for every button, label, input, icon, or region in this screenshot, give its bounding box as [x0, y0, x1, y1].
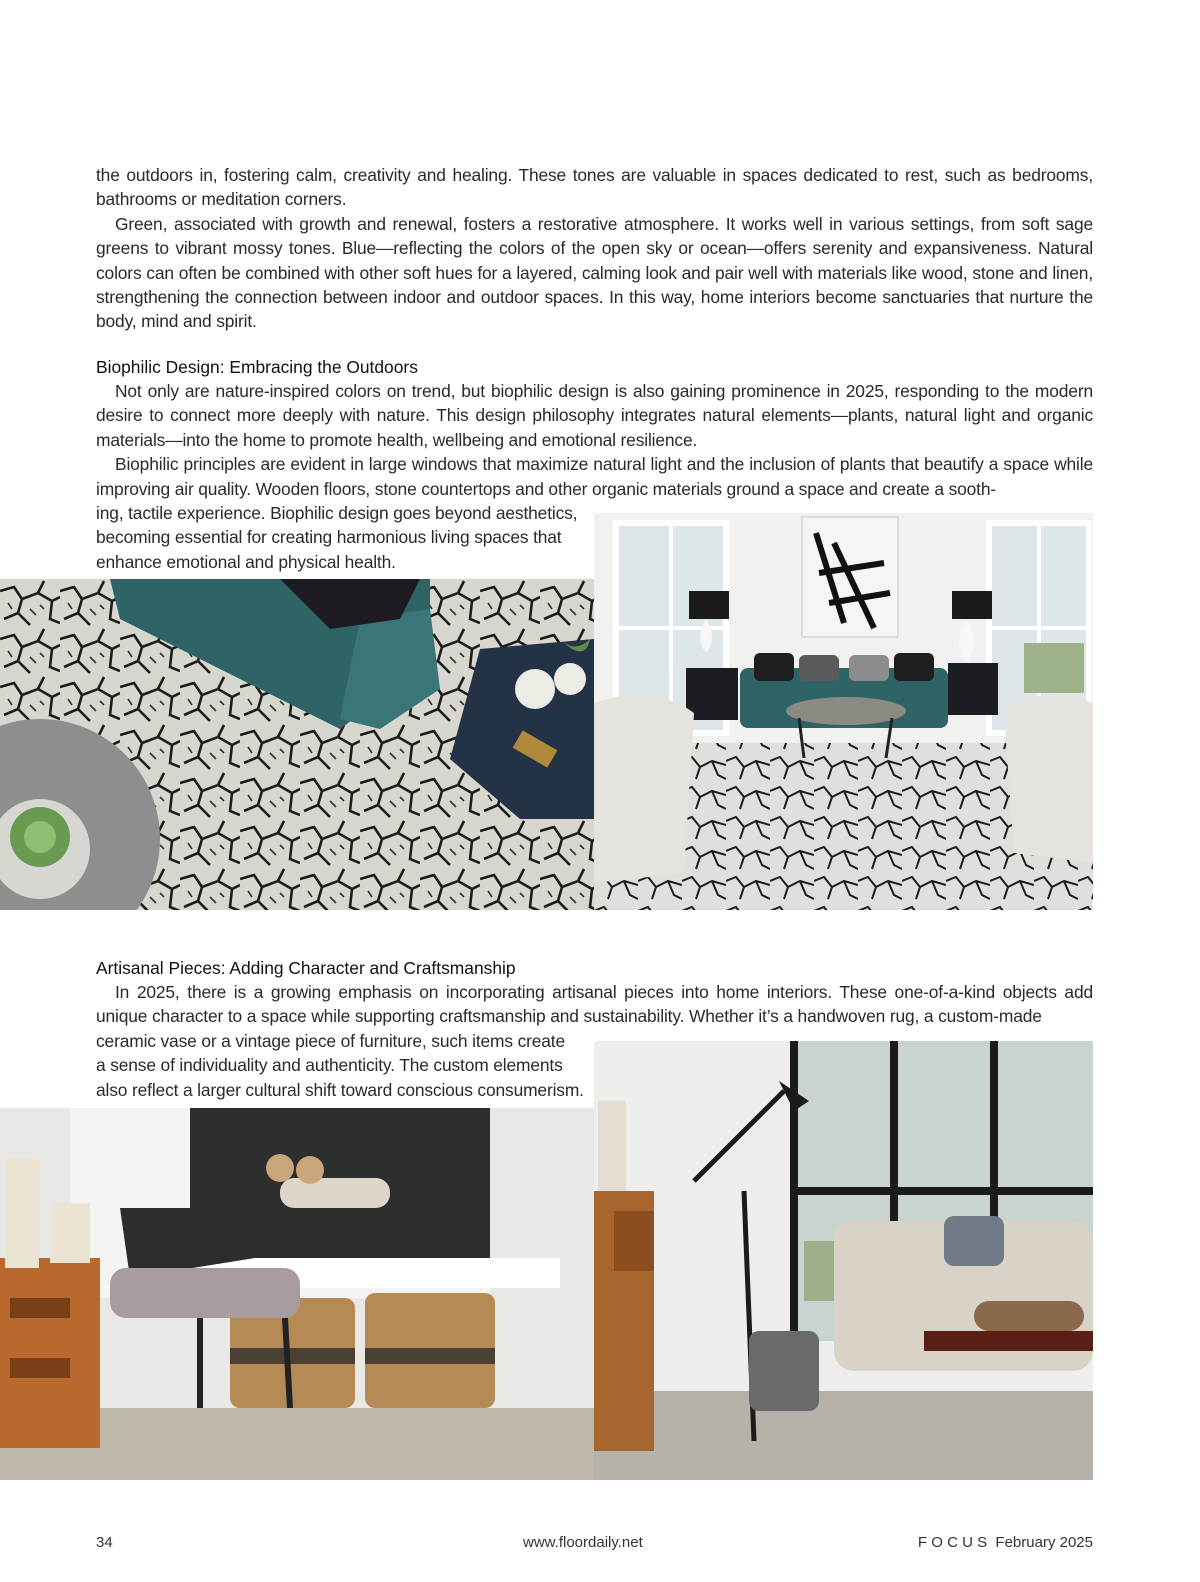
artisanal-text	[96, 980, 1093, 1029]
intro-text	[96, 163, 1093, 334]
biophilic-heading: Biophilic Design: Embracing the Outdoors	[96, 357, 418, 377]
biophilic-line: ing, tactile experience. Biophilic design goes beyond aesthetics,	[96, 503, 578, 523]
magazine-issue: F O C U S February 2025	[917, 1534, 1093, 1551]
rug-closeup-illustration	[0, 579, 594, 910]
artisanal-line: a sense of individuality and authenticity. The custom elements	[96, 1055, 563, 1076]
website-url[interactable]: www.floordaily.net	[523, 1534, 643, 1551]
biophilic-wrap-text	[96, 501, 576, 574]
window-room-photo	[594, 1041, 1093, 1480]
page-number: 34	[96, 1534, 113, 1551]
living-room-photo	[594, 513, 1093, 910]
artisanal-heading: Artisanal Pieces: Adding Character and Craftsmanship	[96, 958, 516, 978]
biophilic-paragraph-2: Biophilic principles are evident in large windows that maximize natural light and the inclusion of plants that beautify a space while improving air quality. Wooden floors, stone countertops and other organic materials ground a space and create a sooth-	[96, 454, 1093, 499]
artisanal-line: also reflect a larger cultural shift toward conscious consumerism.	[96, 1079, 584, 1100]
intro-paragraph-2: Green, associated with growth and renewal, fosters a restorative atmosphere. It works well in various settings, from soft sage greens to vibrant mossy tones. Blue—reflecting the colors of the open sky or ocean—offers serenity and expansiveness. Natural colors can often be combined with other soft hues for a layered, calming look and pair well with materials like wood, stone and linen, strengthening the connection between indoor and outdoor spaces. In this way, home interiors become sanctuaries that nurture the body, mind and spirit.	[96, 213, 1093, 332]
biophilic-line: becoming essential for creating harmonious living spaces that	[96, 527, 562, 548]
biophilic-text	[96, 379, 1093, 501]
intro-paragraph-1: the outdoors in, fostering calm, creativity and healing. These tones are valuable in spaces dedicated to rest, such as bedrooms, bathrooms or meditation corners.	[96, 165, 1093, 210]
artisanal-paragraph-1: In 2025, there is a growing emphasis on incorporating artisanal pieces into home interiors. These one-of-a-kind objects add unique character to a space while supporting craftsmanship and sustainability. Whether it’s a handwoven rug, a custom-made	[96, 982, 1093, 1027]
fireplace-room-photo	[0, 1108, 594, 1480]
living-room-illustration	[594, 513, 1093, 910]
window-room-illustration	[594, 1041, 1093, 1480]
artisanal-wrap-text	[96, 1029, 584, 1102]
rug-closeup-photo	[0, 579, 594, 910]
fireplace-room-illustration	[0, 1108, 594, 1480]
biophilic-paragraph-1: Not only are nature-inspired colors on trend, but biophilic design is also gaining prominence in 2025, responding to the modern desire to connect more deeply with nature. This design philosophy integrates natural elements—plants, natural light and organic materials—into the home to promote health, wellbeing and emotional resilience.	[96, 381, 1093, 450]
biophilic-line: enhance emotional and physical health.	[96, 551, 396, 572]
artisanal-line: ceramic vase or a vintage piece of furniture, such items create	[96, 1031, 566, 1051]
